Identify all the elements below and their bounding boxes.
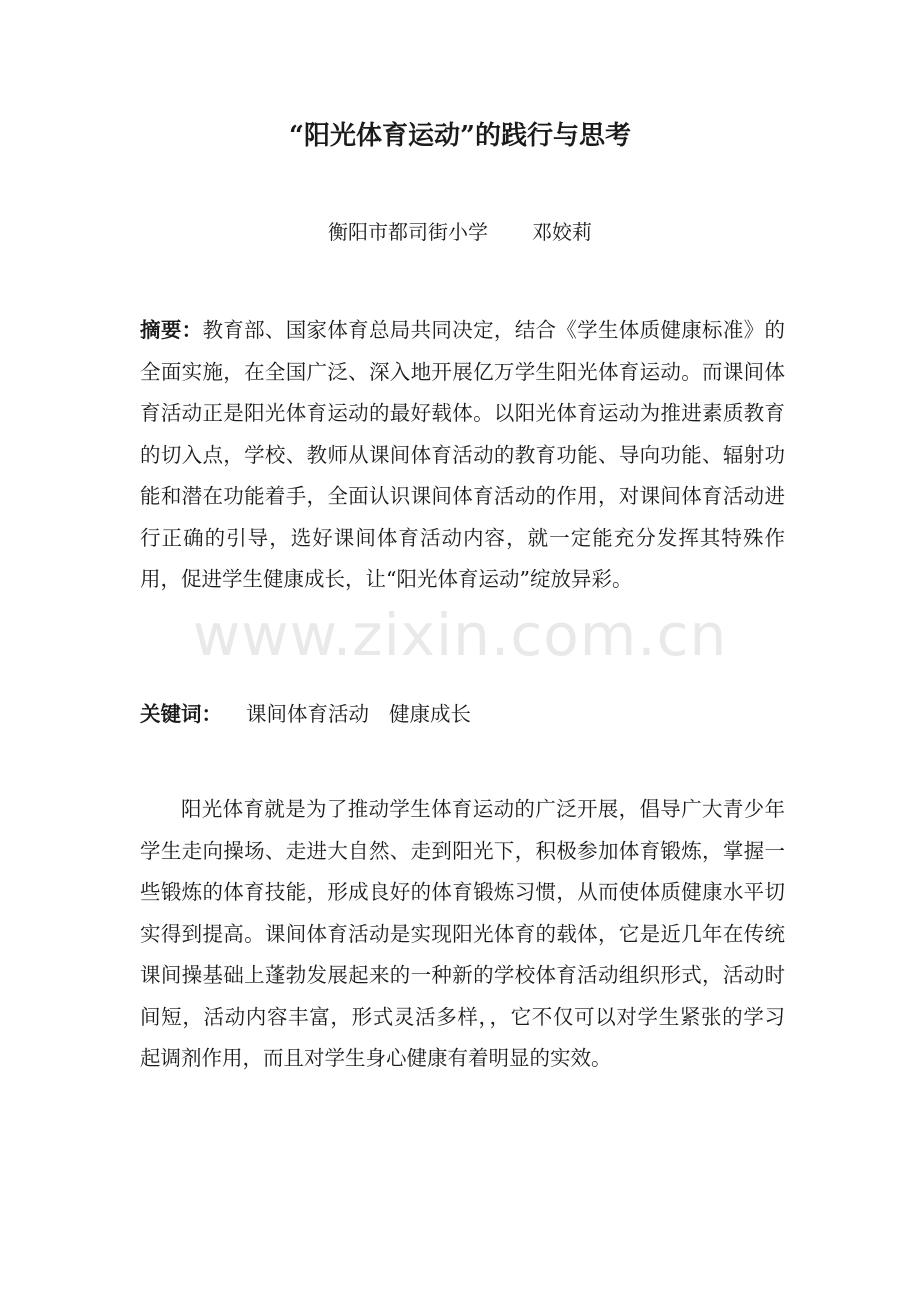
keywords-label: 关键词： — [140, 702, 222, 726]
author-line — [0, 214, 920, 250]
abstract-paragraph — [140, 310, 785, 601]
abstract-text: 教育部、国家体育总局共同决定，结合《学生体质健康标准》的全面实施，在全国广泛、深入地开展亿万学生阳光体育运动。而课间体育活动正是阳光体育运动的最好载体。以阳光体育运动为推进素质教育的切入点，学校、教师从课间体育活动的教育功能、导向功能、辐射功能和潜在功能着手，全面认识课间体育活动的作用，对课间体育活动进行正确的引导，选好课间体育活动内容，就一定能充分发挥其特殊作用，促进学生健康成长，让“阳光体育运动”绽放异彩。 — [140, 318, 786, 591]
watermark: www.zixin.com.cn — [192, 601, 728, 669]
author-name: 邓姣莉 — [532, 220, 592, 244]
author-school: 衡阳市都司街小学 — [328, 220, 488, 244]
document-title: “阳光体育运动”的践行与思考 — [289, 121, 631, 151]
keyword-item: 健康成长 — [389, 702, 471, 726]
body-paragraph: 阳光体育就是为了推动学生体育运动的广泛开展，倡导广大青少年学生走向操场、走进大自然、走到阳光下，积极参加体育锻炼，掌握一些锻炼的体育技能，形成良好的体育锻炼习惯，从而使体质健康水平切实得到提高。课间体育活动是实现阳光体育的载体，它是近几年在传统课间操基础上蓬勃发展起来的一种新的学校体育活动组织形式，活动时间短，活动内容丰富，形式灵活多样，，它不仅可以对学生紧张的学习起调剂作用，而且对学生身心健康有着明显的实效。 — [140, 797, 785, 1070]
abstract-label: 摘要： — [140, 318, 203, 342]
keyword-item: 课间体育活动 — [246, 702, 369, 726]
keywords-line — [140, 694, 785, 736]
